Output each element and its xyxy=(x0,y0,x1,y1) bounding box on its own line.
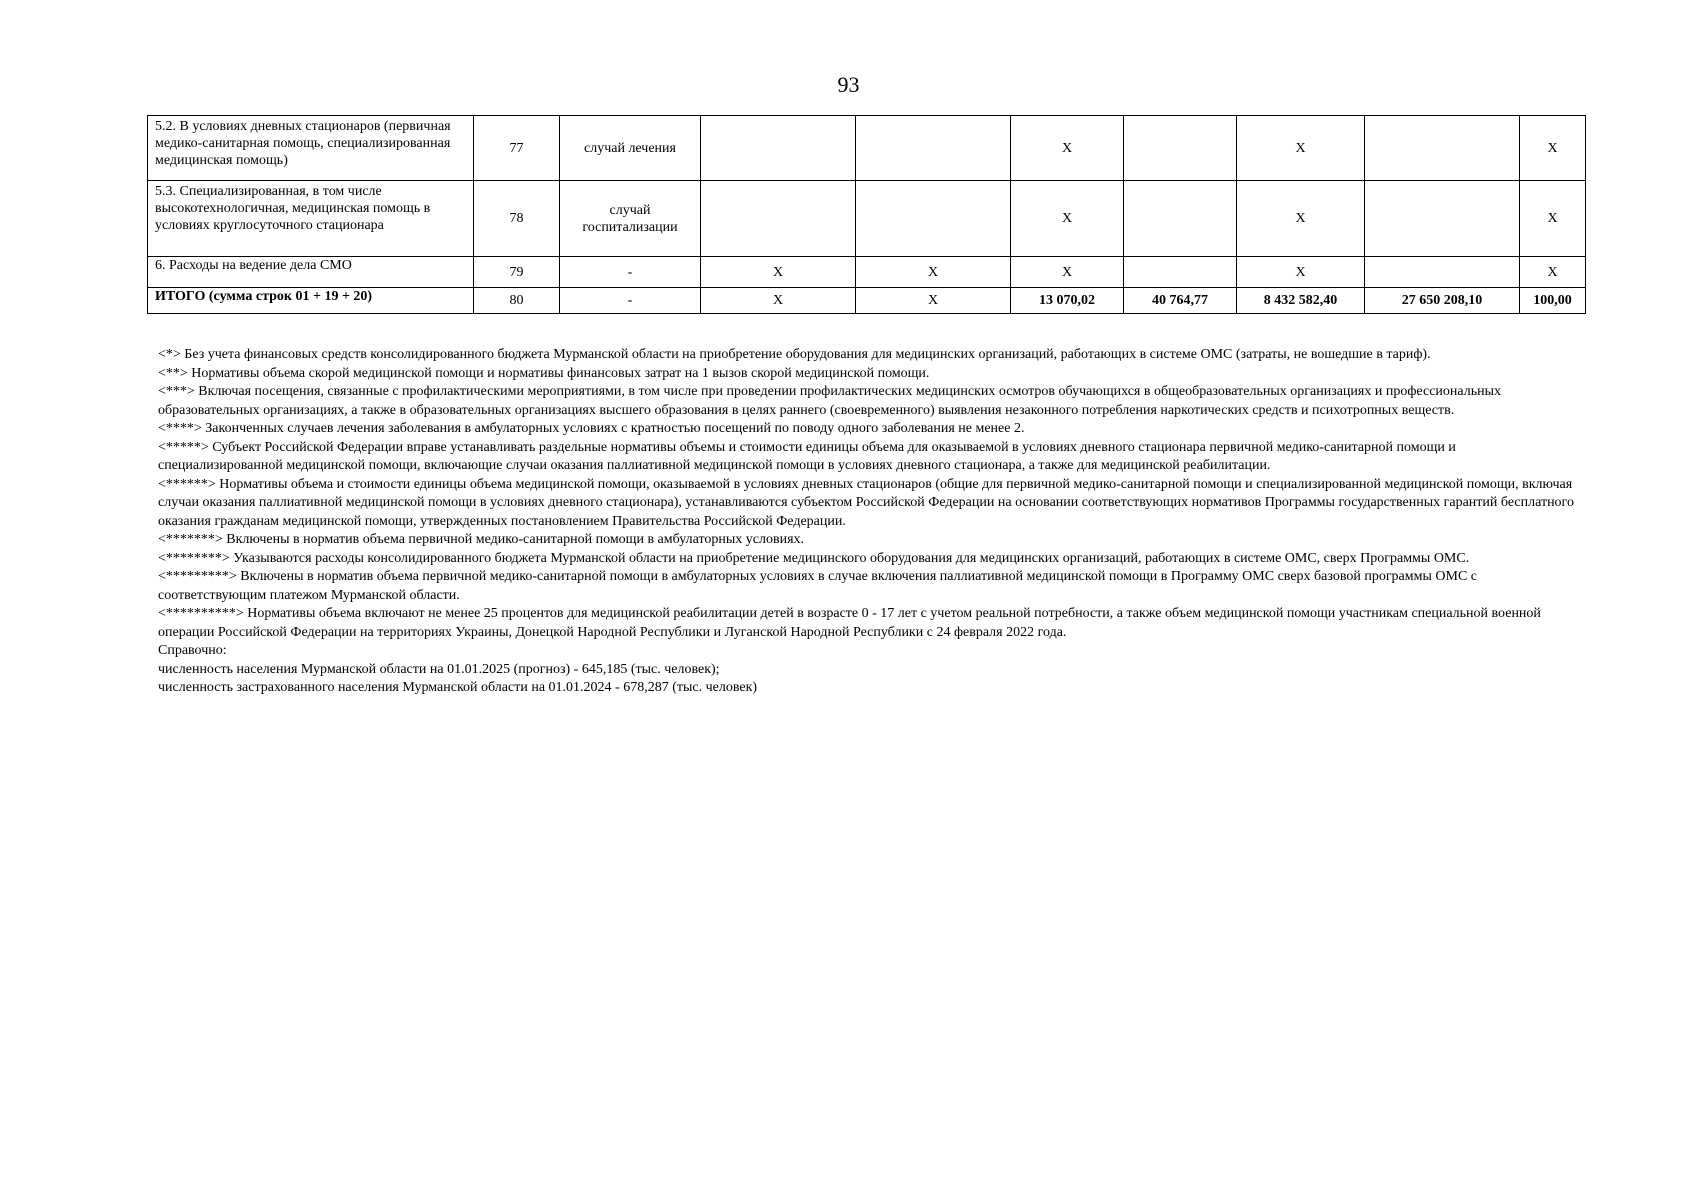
row-code: 79 xyxy=(474,257,560,288)
cell-c10: X xyxy=(1520,181,1586,257)
cell-c7 xyxy=(1124,116,1237,181)
row-code: 80 xyxy=(474,288,560,314)
footnote: <***> Включая посещения, связанные с профилактическими мероприятиями, в том числе при проведении профилактических медицинских осмотров обучающихся в общеобразовательных организациях и профессиональных образовательных организациях, а также в образовательных организациях высшего образования в целях раннего (своевременного) выявления незаконного потребления наркотических средств и психотропных веществ. xyxy=(158,384,1501,418)
footnote: <*> Без учета финансовых средств консолидированного бюджета Мурманской области на приобретение оборудования для медицинских организаций, работающих в системе ОМС (затраты, не вошедшие в тариф). xyxy=(158,347,1431,362)
row-name: 5.2. В условиях дневных стационаров (первичная медико-санитарная помощь, специализированная медицинская помощь) xyxy=(148,116,474,181)
cell-c4: X xyxy=(701,288,856,314)
cell-c10: X xyxy=(1520,257,1586,288)
cell-c6: X xyxy=(1011,257,1124,288)
cell-c5: X xyxy=(856,288,1011,314)
cell-c7 xyxy=(1124,257,1237,288)
cell-c8: X xyxy=(1237,116,1365,181)
footnote: <**********> Нормативы объема включают не менее 25 процентов для медицинской реабилитации детей в возрасте 0 - 17 лет с учетом реальной потребности, а также объем медицинской помощи участникам специальной военной операции Российской Федерации на территориях Украины, Донецкой Народной Республики и Луганской Народной Республики с 24 февраля 2022 года. xyxy=(158,606,1541,640)
footnote: <********> Указываются расходы консолидированного бюджета Мурманской области на приобретение медицинского оборудования для медицинских организаций, работающих в системе ОМС, сверх Программы ОМС. xyxy=(158,550,1470,566)
cell-c10: X xyxy=(1520,116,1586,181)
page-number: 93 xyxy=(837,72,860,97)
footnotes xyxy=(158,346,1578,698)
row-code: 78 xyxy=(474,181,560,257)
table-row xyxy=(148,116,1586,181)
cell-c9 xyxy=(1365,257,1520,288)
footnote: <*******> Включены в норматив объема первичной медико-санитарной помощи в амбулаторных условиях. xyxy=(158,532,805,547)
cell-c9 xyxy=(1365,116,1520,181)
footnote: <**> Нормативы объема скорой медицинской помощи и нормативы финансовых затрат на 1 вызов скорой медицинской помощи. xyxy=(158,365,930,381)
cell-c7: 40 764,77 xyxy=(1124,288,1237,314)
row-name: 5.3. Специализированная, в том числе высокотехнологичная, медицинская помощь в условиях круглосуточного стационара xyxy=(148,181,474,257)
footnote: <*****> Субъект Российской Федерации вправе устанавливать раздельные нормативы объемы и стоимости единицы объема для оказываемой в условиях дневного стационара первичной медико-санитарной помощи и специализированной медицинской помощи, включающие случаи оказания паллиативной медицинской помощи в условиях дневного стационара, а также для медицинской реабилитации. xyxy=(158,439,1456,473)
cell-c5 xyxy=(856,181,1011,257)
cell-c6: X xyxy=(1011,116,1124,181)
row-name: 6. Расходы на ведение дела СМО xyxy=(148,257,474,288)
cell-c6: X xyxy=(1011,181,1124,257)
cell-c8: 8 432 582,40 xyxy=(1237,288,1365,314)
footnote: <****> Законченных случаев лечения заболевания в амбулаторных условиях с кратностью посещений по поводу одного заболевания не менее 2. xyxy=(158,421,1025,436)
row-code: 77 xyxy=(474,116,560,181)
reference-line: численность населения Мурманской области на 01.01.2025 (прогноз) - 645,185 (тыс. человек); xyxy=(158,661,720,677)
cell-c10: 100,00 xyxy=(1520,288,1586,314)
row-unit: - xyxy=(560,257,701,288)
cell-c5 xyxy=(856,116,1011,181)
reference-line: численность застрахованного населения Мурманской области на 01.01.2024 - 678,287 (тыс. человек) xyxy=(158,680,758,695)
cell-c9: 27 650 208,10 xyxy=(1365,288,1520,314)
cell-c4 xyxy=(701,116,856,181)
row-unit: - xyxy=(560,288,701,314)
row-unit: случай госпитализации xyxy=(560,181,701,257)
cell-c8: X xyxy=(1237,257,1365,288)
cell-c8: X xyxy=(1237,181,1365,257)
cell-c4: X xyxy=(701,257,856,288)
table-row xyxy=(148,257,1586,288)
reference-heading: Справочно: xyxy=(158,643,227,658)
footnote: <*********> Включены в норматив объема первичной медико-санитарной помощи в амбулаторных условиях в случае включения паллиативной медицинской помощи в Программу ОМС сверх базовой программы ОМС с соответствующим платежом Мурманской области. xyxy=(158,569,1478,603)
row-unit: случай лечения xyxy=(560,116,701,181)
cell-c7 xyxy=(1124,181,1237,257)
table-row xyxy=(148,181,1586,257)
cell-c4 xyxy=(701,181,856,257)
budget-table xyxy=(147,115,1586,314)
row-name: ИТОГО (сумма строк 01 + 19 + 20) xyxy=(148,288,474,314)
cell-c6: 13 070,02 xyxy=(1011,288,1124,314)
footnote: <******> Нормативы объема и стоимости единицы объема медицинской помощи, оказываемой в условиях дневных стационаров (общие для первичной медико-санитарной помощи и специализированной медицинской помощи, включая случаи оказания паллиативной медицинской помощи в условиях дневного стационара), устанавливаются субъектом Российской Федерации на основании соответствующих нормативов Программы государственных гарантий бесплатного оказания гражданам медицинской помощи, утвержденных постановлением Правительства Российской Федерации. xyxy=(158,476,1574,529)
cell-c9 xyxy=(1365,181,1520,257)
cell-c5: X xyxy=(856,257,1011,288)
total-row xyxy=(148,288,1586,314)
